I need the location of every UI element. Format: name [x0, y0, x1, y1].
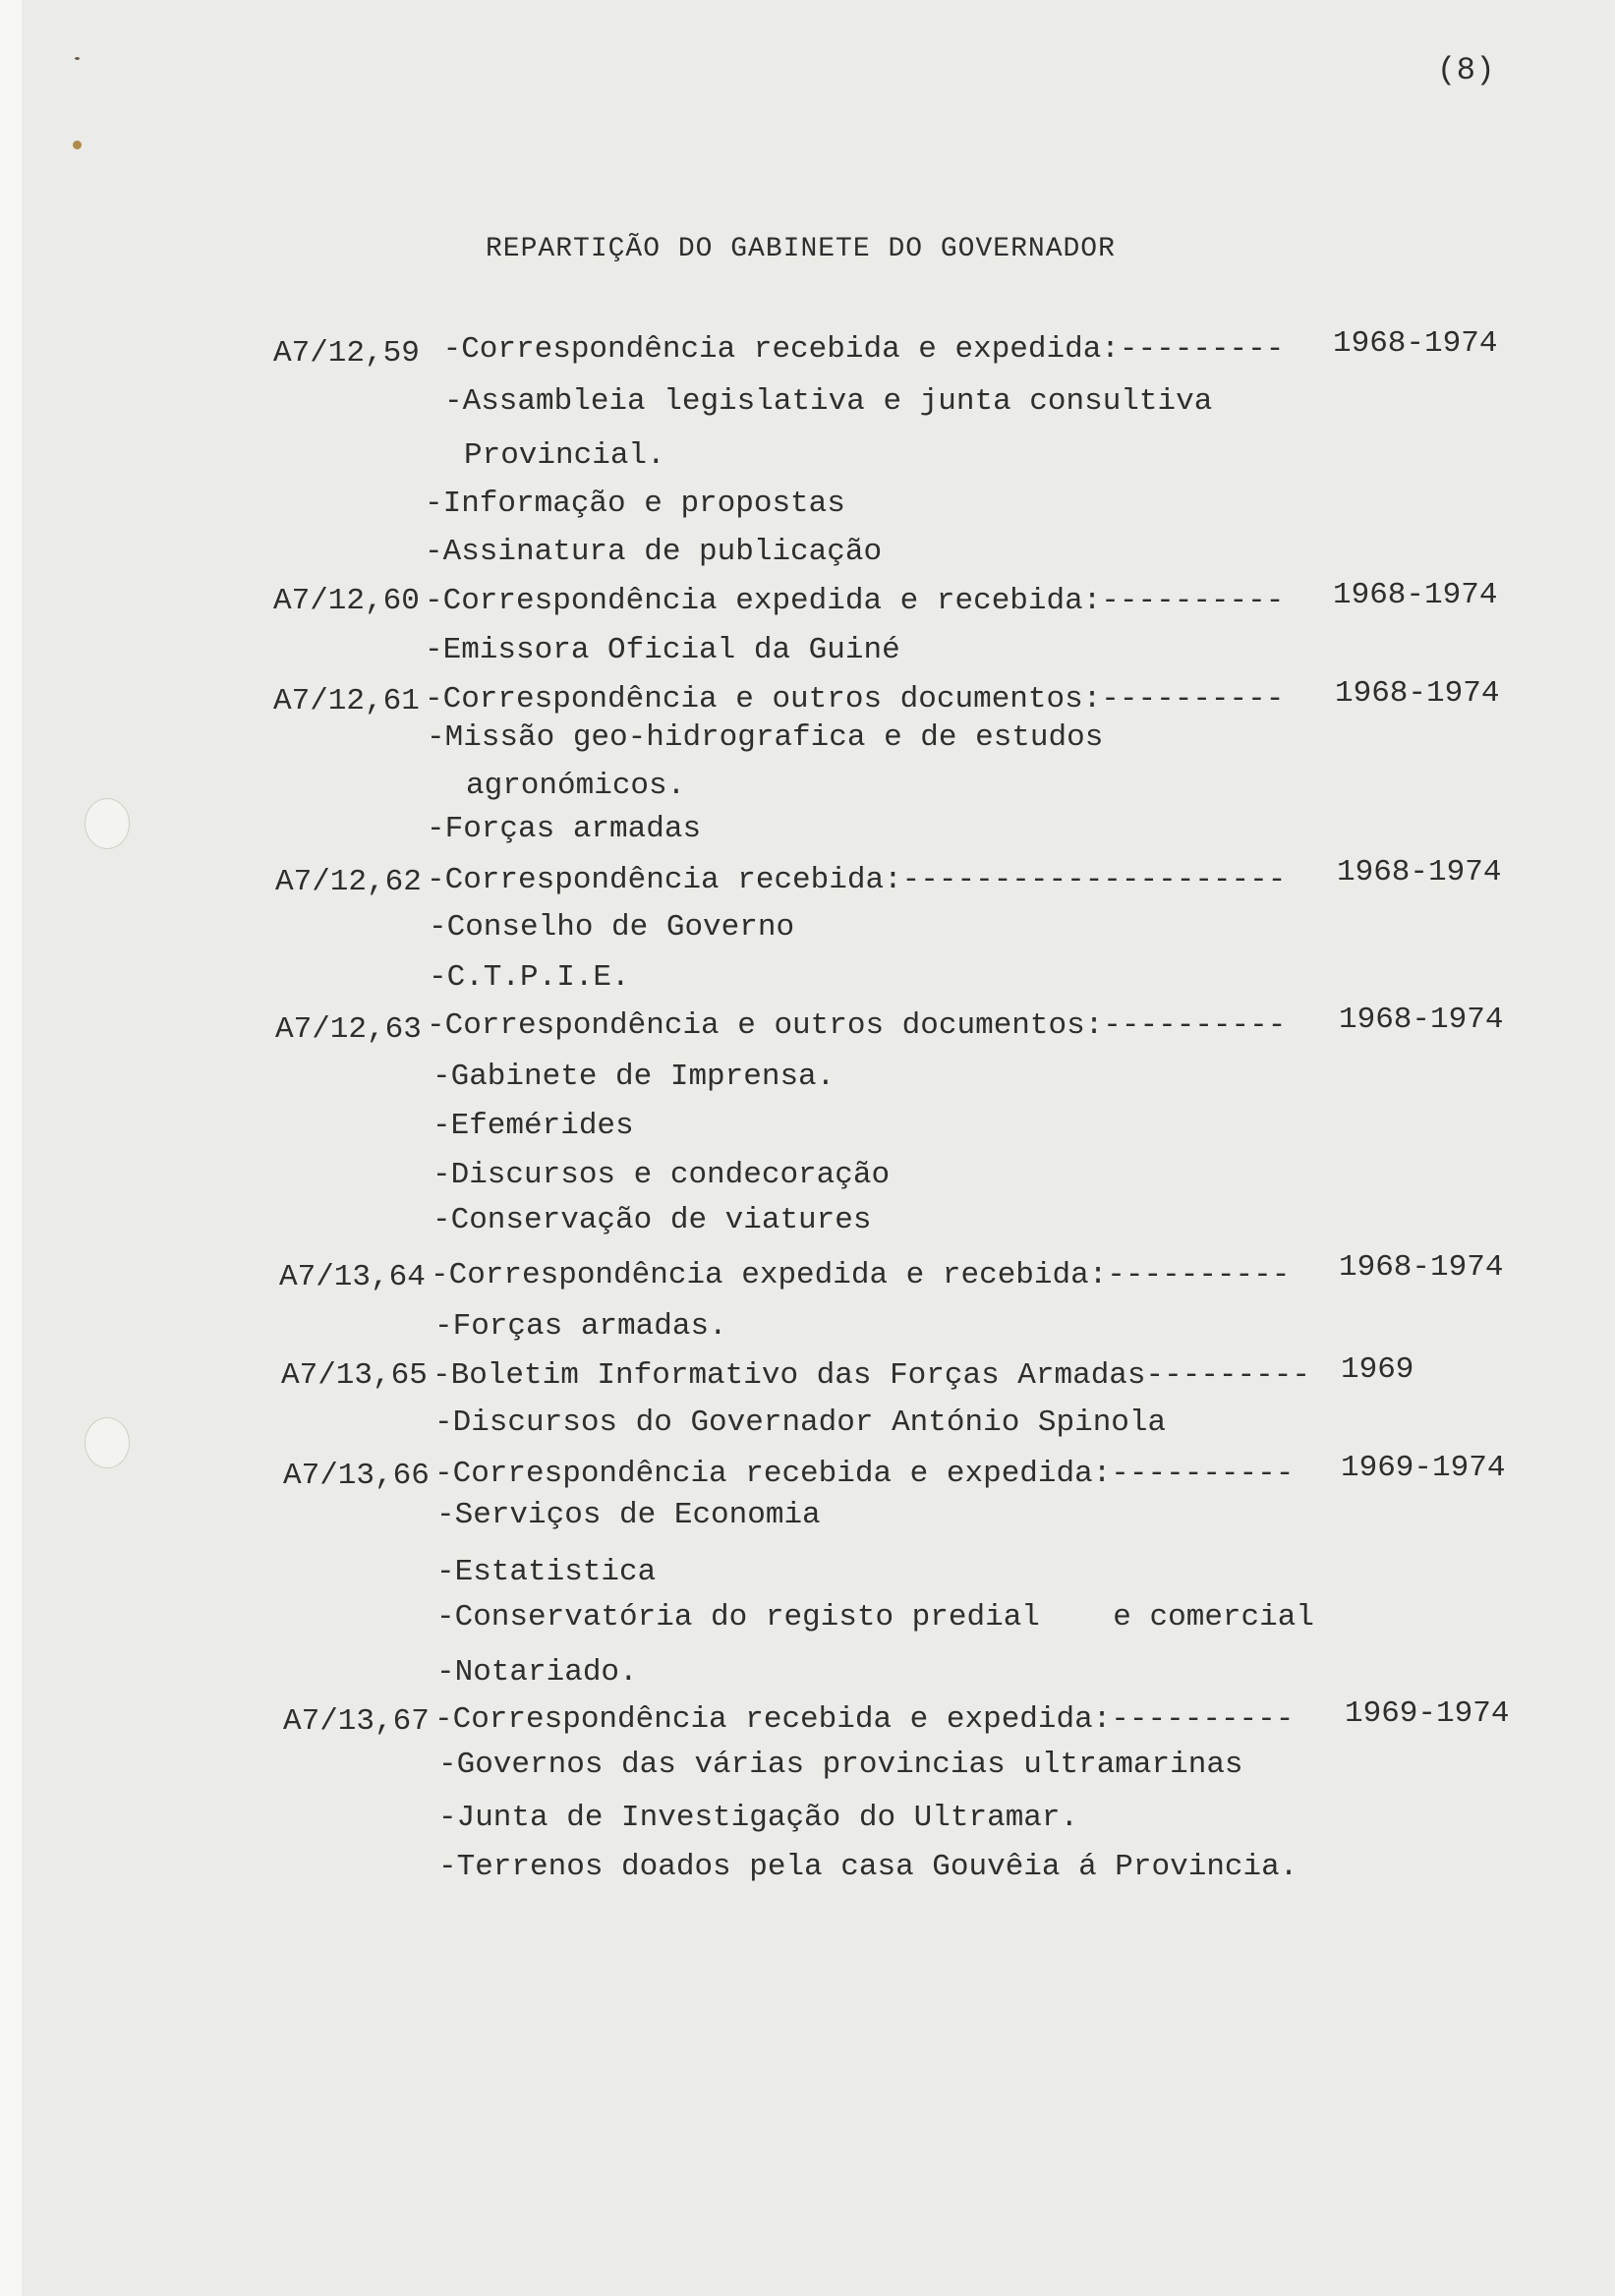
entry-item: -Emissora Oficial da Guiné	[425, 633, 900, 667]
punch-hole	[85, 1417, 130, 1468]
entry-item: -Conservatória do registo predial e comercial	[436, 1600, 1314, 1635]
entry-dates: 1968-1974	[1335, 676, 1500, 711]
page-number: (8)	[1437, 52, 1496, 88]
entry-item: -Discursos do Governador António Spinola	[434, 1406, 1167, 1440]
entry-item: -Serviços de Economia	[436, 1498, 821, 1532]
entry-item: -Conservação de viatures	[433, 1203, 872, 1237]
entry-item: -Estatistica	[436, 1555, 657, 1589]
entry-item: -Informação e propostas	[425, 487, 845, 521]
entry-dates: 1969-1974	[1341, 1451, 1506, 1485]
paper-speck	[73, 141, 82, 149]
punch-hole	[85, 798, 130, 849]
entry-item: -Efemérides	[433, 1109, 634, 1143]
scan-edge	[0, 0, 22, 2296]
entry-item: -Notariado.	[436, 1655, 638, 1690]
entry-item: -Missão geo-hidrografica e de estudos	[427, 720, 1104, 755]
entry-item: agronómicos.	[466, 769, 686, 803]
entry-dates: 1968-1974	[1333, 326, 1498, 361]
section-heading: REPARTIÇÃO DO GABINETE DO GOVERNADOR	[486, 234, 1116, 264]
entry-item: -Conselho de Governo	[429, 910, 795, 945]
entry-reference: A7/12,60	[273, 584, 420, 618]
entry-dates: 1969-1974	[1345, 1696, 1510, 1731]
entry-description: -Boletim Informativo das Forças Armadas---------	[433, 1358, 1310, 1393]
entry-reference: A7/12,59	[273, 336, 420, 371]
entry-reference: A7/13,64	[279, 1260, 426, 1294]
entry-dates: 1968-1974	[1333, 578, 1498, 612]
paper-speck	[75, 57, 80, 60]
entry-description: -Correspondência e outros documentos:----------	[427, 1008, 1287, 1043]
entry-item: -C.T.P.I.E.	[429, 960, 630, 995]
entry-reference: A7/12,62	[275, 865, 422, 899]
entry-description: -Correspondência recebida e expedida:---------	[425, 332, 1285, 367]
entry-description: -Correspondência e outros documentos:----------	[425, 682, 1285, 717]
entry-reference: A7/13,65	[281, 1358, 428, 1393]
document-sheet	[22, 0, 1615, 2296]
entry-reference: A7/12,63	[275, 1012, 422, 1047]
entry-description: -Correspondência recebida e expedida:----------	[434, 1457, 1295, 1491]
entry-reference: A7/13,66	[283, 1459, 430, 1493]
entry-dates: 1968-1974	[1337, 855, 1502, 890]
entry-item: -Forças armadas.	[434, 1309, 727, 1344]
entry-item: Provincial.	[464, 438, 665, 473]
entry-description: -Correspondência expedida e recebida:----------	[431, 1258, 1291, 1292]
entry-dates: 1968-1974	[1339, 1250, 1504, 1285]
entry-item: -Gabinete de Imprensa.	[433, 1060, 836, 1094]
entry-description: -Correspondência recebida:---------------------	[427, 863, 1287, 897]
entry-item: -Junta de Investigação do Ultramar.	[438, 1801, 1079, 1835]
entry-item: -Assinatura de publicação	[425, 535, 883, 569]
entry-dates: 1968-1974	[1339, 1003, 1504, 1037]
entry-reference: A7/12,61	[273, 684, 420, 718]
entry-dates: 1969	[1341, 1352, 1414, 1387]
entry-description: -Correspondência recebida e expedida:----------	[434, 1702, 1295, 1737]
entry-item: -Assambleia legislativa e junta consultiva	[444, 384, 1213, 419]
entry-reference: A7/13,67	[283, 1704, 430, 1739]
entry-description: -Correspondência expedida e recebida:----------	[425, 584, 1285, 618]
entry-item: -Terrenos doados pela casa Gouvêia á Provincia.	[438, 1850, 1298, 1884]
entry-item: -Discursos e condecoração	[433, 1158, 891, 1192]
entry-item: -Forças armadas	[427, 812, 702, 846]
entry-item: -Governos das várias provincias ultramarinas	[438, 1748, 1243, 1782]
